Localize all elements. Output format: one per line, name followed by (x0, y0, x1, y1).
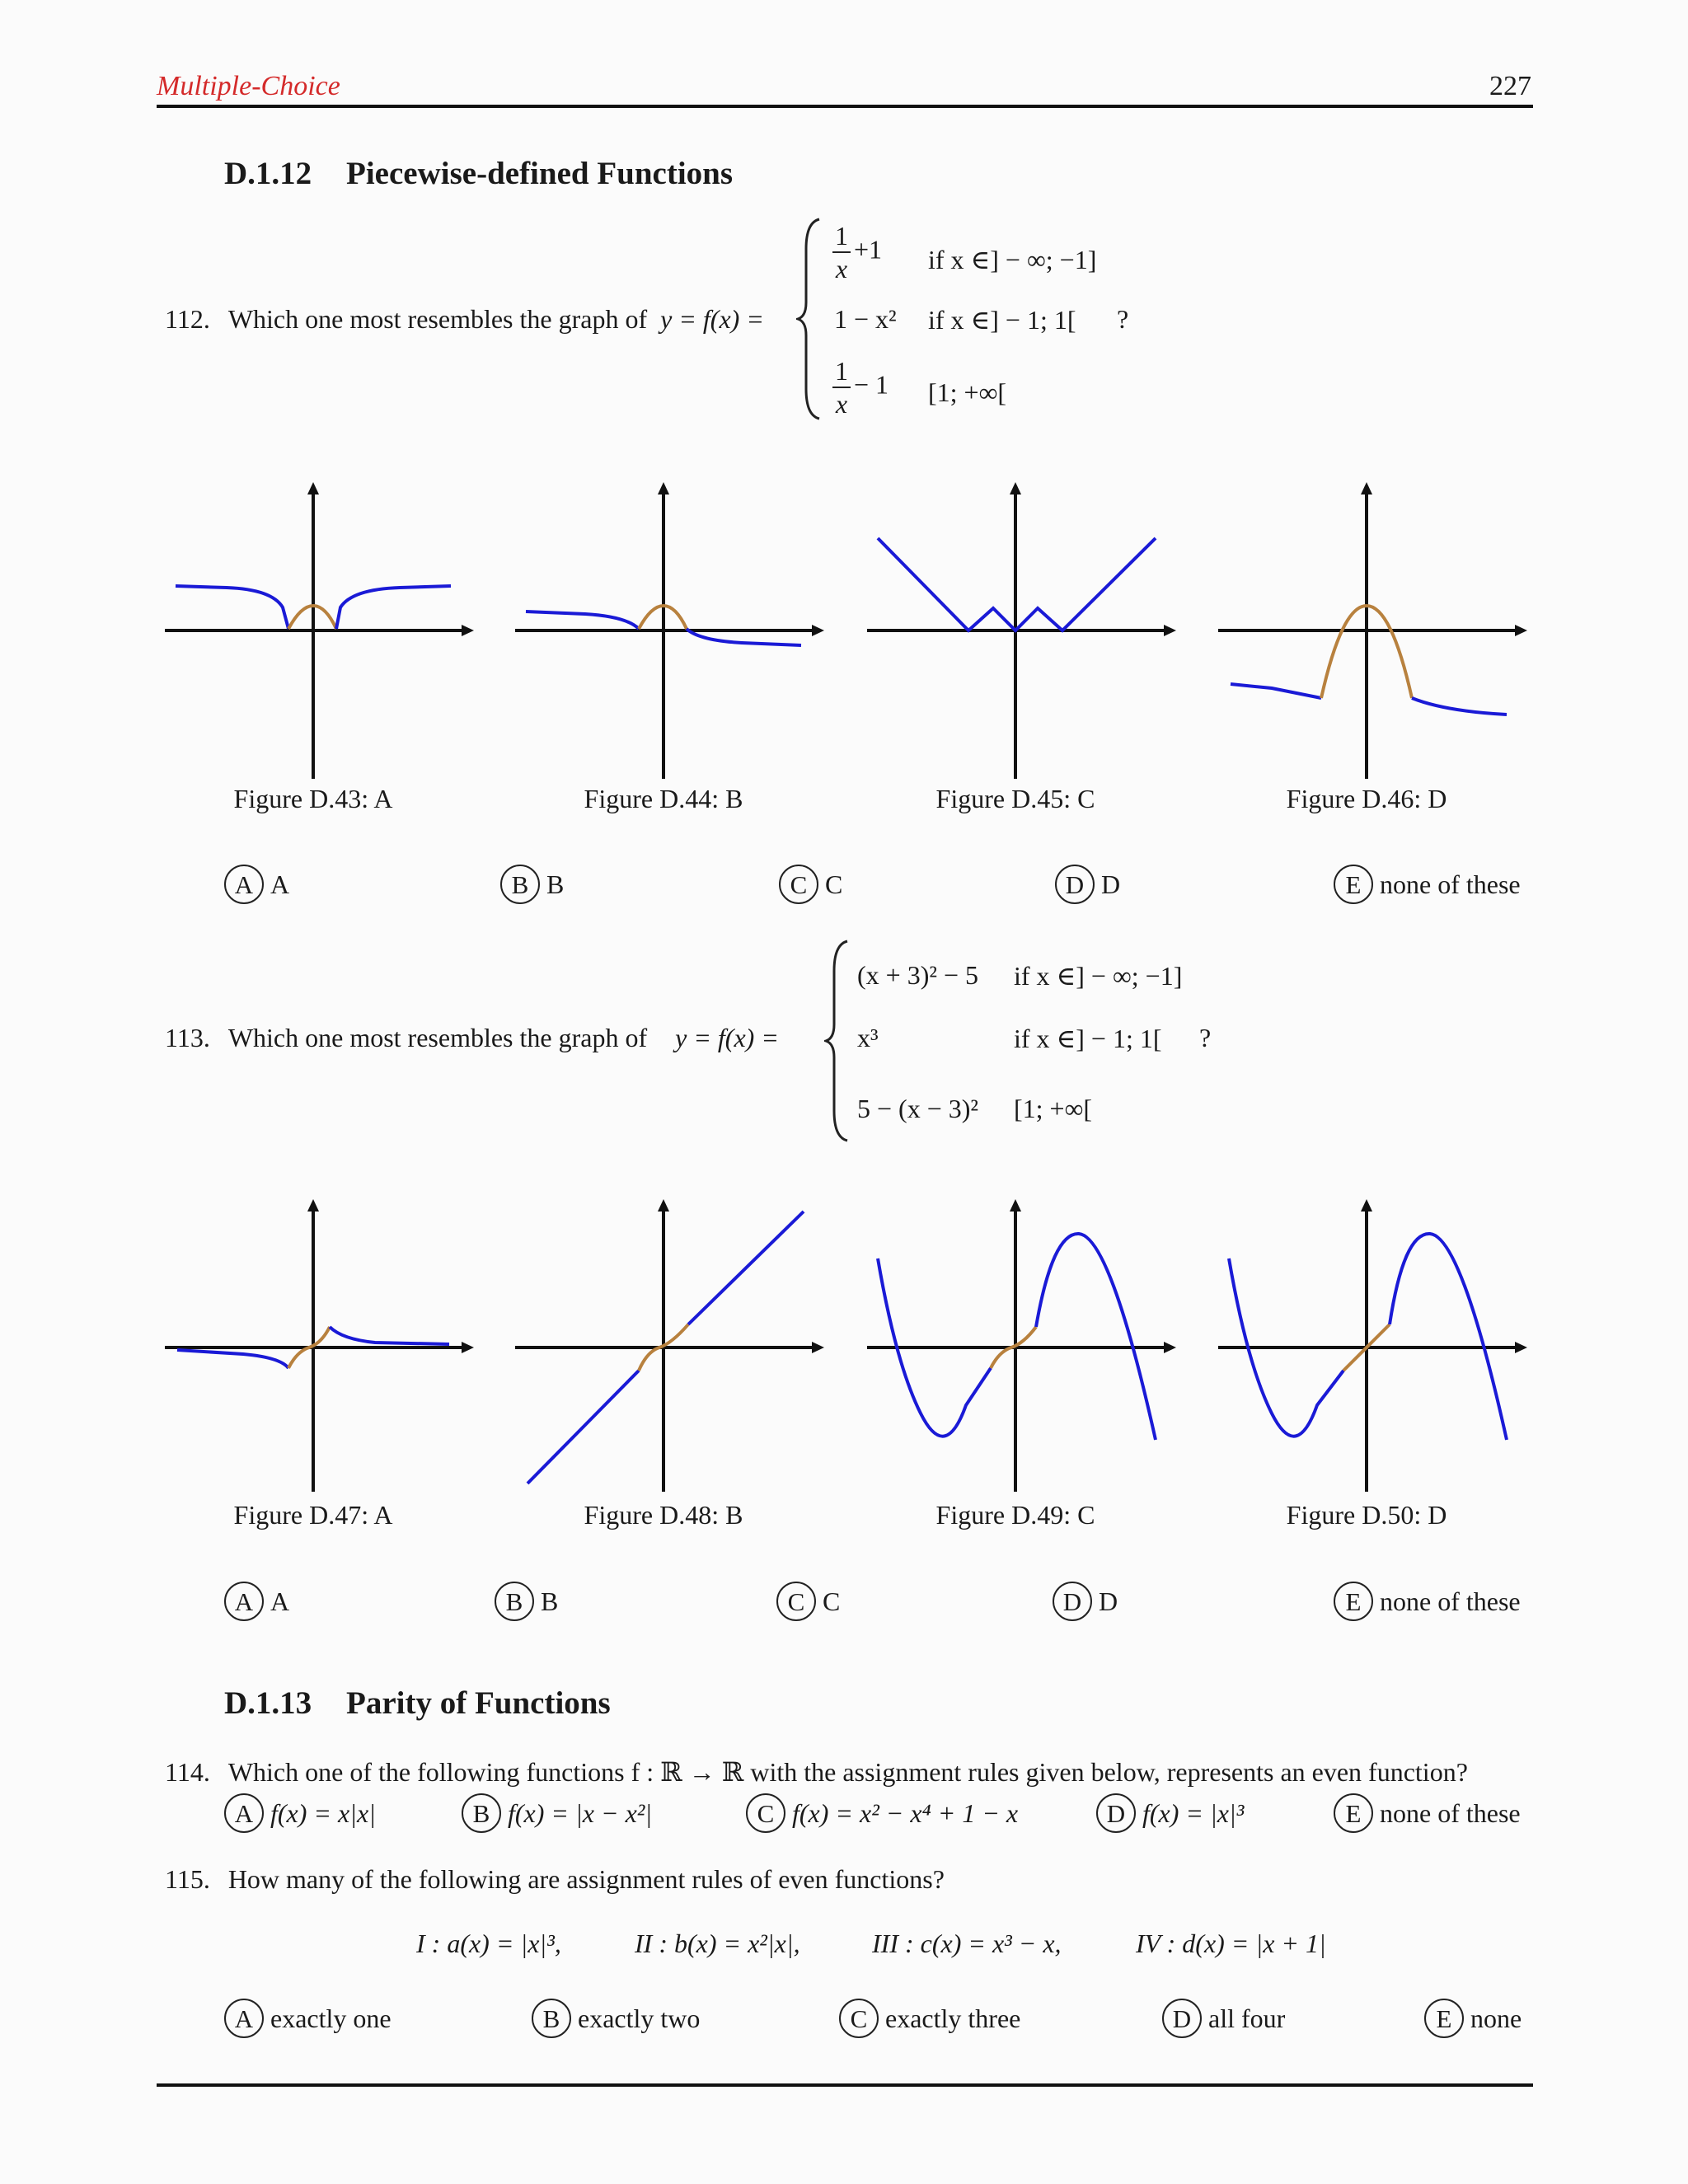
option-text: f(x) = |x − x²| (508, 1797, 653, 1828)
option-letter: A (224, 1793, 264, 1833)
q113-question-mark: ? (1199, 1023, 1212, 1052)
option-text: C (825, 869, 843, 899)
q112-case-3-expr (832, 358, 889, 417)
option-text: none (1470, 2003, 1522, 2033)
running-title: Multiple-Choice (157, 71, 340, 101)
q115-option-d[interactable] (1162, 1999, 1285, 2038)
q114-option-e[interactable] (1334, 1793, 1521, 1833)
y-axis-arrow (1361, 482, 1372, 494)
curve-right (1412, 698, 1507, 715)
option-letter: E (1424, 1999, 1464, 2038)
frac-num: 1 (832, 358, 851, 388)
option-text: A (270, 1586, 290, 1616)
figure-caption: Figure D.48: B (584, 1500, 743, 1530)
q114-stem (165, 1756, 1468, 1788)
figure-caption: Figure D.45: C (935, 784, 1095, 813)
option-text: exactly two (578, 2003, 701, 2033)
frac-den: x (835, 254, 848, 284)
q113-case-3-cond: [1; +∞[ (1014, 1094, 1093, 1123)
y-axis-arrow (658, 482, 669, 494)
option-letter: A (224, 1582, 264, 1621)
curve-left (177, 1350, 288, 1368)
option-letter: C (746, 1793, 785, 1833)
x-axis-arrow (812, 1342, 824, 1353)
figure-d45-graph (863, 482, 1176, 783)
option-text: D (1099, 1586, 1118, 1616)
option-letter: B (500, 865, 540, 904)
section-number: D.1.13 (224, 1685, 312, 1721)
q114-option-d[interactable] (1096, 1793, 1244, 1833)
function-label: y = f(x) = (660, 304, 764, 334)
y-axis-arrow (1010, 1199, 1021, 1212)
curve-right (1036, 1234, 1156, 1440)
y-axis-arrow (1361, 1199, 1372, 1212)
question-number: 115. (165, 1864, 210, 1894)
q115-option-c[interactable] (839, 1999, 1020, 2038)
y-axis-arrow (1010, 482, 1021, 494)
q113-case-2-cond: if x ∈] − 1; 1[ (1014, 1024, 1162, 1053)
curve-left (526, 612, 639, 629)
x-axis-arrow (1164, 625, 1176, 636)
option-text: D (1101, 869, 1121, 899)
option-text: exactly three (885, 2003, 1021, 2033)
figure-caption: Figure D.50: D (1286, 1500, 1447, 1530)
option-letter: D (1053, 1582, 1092, 1621)
option-letter: E (1334, 865, 1373, 904)
option-text: B (541, 1586, 559, 1616)
figure-d46-graph (1214, 482, 1527, 783)
y-axis-arrow (658, 1199, 669, 1212)
option-letter: D (1055, 865, 1095, 904)
q113-case-3-expr: 5 − (x − 3)² (857, 1094, 978, 1123)
section-number: D.1.12 (224, 156, 312, 191)
q112-left-brace (796, 216, 821, 422)
figure-d49-graph (863, 1199, 1176, 1496)
option-text: none of these (1380, 1586, 1521, 1616)
q113-case-2-expr: x³ (857, 1023, 879, 1052)
figure-caption: Figure D.49: C (935, 1500, 1095, 1530)
page-number: 227 (1489, 71, 1531, 101)
question-text: Which one most resembles the graph of (227, 1023, 648, 1052)
option-text: B (546, 869, 565, 899)
curve-left (528, 1371, 639, 1483)
question-number: 114. (165, 1757, 210, 1787)
y-axis-arrow (307, 1199, 319, 1212)
option-text: C (823, 1586, 841, 1616)
curve-right (336, 586, 451, 629)
x-axis-arrow (462, 1342, 474, 1353)
figure-d50-graph (1214, 1199, 1527, 1496)
section-title: Parity of Functions (346, 1685, 611, 1721)
q113-option-b[interactable] (495, 1582, 558, 1621)
q113-case-1-cond: if x ∈] − ∞; −1] (1014, 961, 1183, 991)
q112-case-2-expr: 1 − x² (834, 304, 897, 334)
figure-d47-graph (161, 1199, 474, 1496)
x-axis-arrow (1515, 625, 1527, 636)
option-letter: A (224, 1999, 264, 2038)
option-text: f(x) = |x|³ (1142, 1797, 1245, 1828)
figure-d44-graph (511, 482, 824, 783)
q112-case-1-cond: if x ∈] − ∞; −1] (928, 245, 1097, 274)
q114-option-a[interactable] (224, 1793, 376, 1833)
question-text: How many of the following are assignment rules of even functions? (227, 1864, 945, 1894)
option-letter: D (1162, 1999, 1202, 2038)
q113-option-c[interactable] (776, 1582, 840, 1621)
q112-option-d[interactable] (1055, 865, 1120, 904)
question-text: Which one of the following functions f : ℝ → ℝ with the assignment rules given below, represents an even function? (227, 1757, 1468, 1787)
option-letter: A (224, 865, 264, 904)
question-number: 113. (165, 1023, 210, 1052)
q113-option-a[interactable] (224, 1582, 289, 1621)
figure-caption: Figure D.46: D (1286, 784, 1447, 813)
q115-rule-ii: II : b(x) = x²|x|, (635, 1929, 800, 1958)
function-label: y = f(x) = (675, 1023, 779, 1052)
q115-option-b[interactable] (532, 1999, 700, 2038)
q112-case-1-expr (832, 223, 882, 282)
q113-stem (165, 1023, 779, 1053)
option-text: f(x) = x|x| (270, 1797, 376, 1828)
q112-option-c[interactable] (779, 865, 842, 904)
q112-option-e[interactable] (1334, 865, 1521, 904)
q113-option-e[interactable] (1334, 1582, 1521, 1621)
expr-tail: +1 (854, 234, 883, 265)
option-text: all four (1208, 2003, 1286, 2033)
q112-question-mark: ? (1117, 304, 1129, 334)
q115-rule-iii: III : c(x) = x³ − x, (872, 1929, 1062, 1958)
curve-right (1390, 1234, 1507, 1440)
q113-case-1-expr: (x + 3)² − 5 (857, 960, 978, 990)
q114-option-c[interactable] (746, 1793, 1018, 1833)
figure-caption: Figure D.43: A (233, 784, 393, 813)
q115-rule-iv: IV : d(x) = |x + 1| (1136, 1929, 1326, 1958)
figure-caption: Figure D.47: A (233, 1500, 393, 1530)
curve-left (1231, 684, 1321, 698)
option-text: f(x) = x² − x⁴ + 1 − x (792, 1797, 1019, 1828)
x-axis-arrow (1164, 1342, 1176, 1353)
option-text: A (270, 869, 290, 899)
option-letter: E (1334, 1793, 1373, 1833)
section-title: Piecewise-defined Functions (346, 156, 734, 191)
x-axis-arrow (1515, 1342, 1527, 1353)
q112-stem (165, 304, 764, 335)
figure-caption: Figure D.44: B (584, 784, 743, 813)
option-letter: C (839, 1999, 879, 2038)
q112-case-2-cond: if x ∈] − 1; 1[ (928, 305, 1076, 335)
option-text: exactly one (270, 2003, 392, 2033)
q112-case-3-cond: [1; +∞[ (928, 377, 1007, 407)
curve-left (176, 586, 288, 629)
curve-right (330, 1327, 449, 1344)
option-letter: B (495, 1582, 534, 1621)
q115-option-a[interactable] (224, 1999, 392, 2038)
question-number: 112. (165, 304, 210, 334)
curve-right (688, 1212, 804, 1324)
x-axis-arrow (812, 625, 824, 636)
frac-num: 1 (832, 223, 851, 253)
figure-d48-graph (511, 1199, 824, 1496)
expr-tail: − 1 (854, 369, 889, 400)
option-letter: E (1334, 1582, 1373, 1621)
section-heading-parity (224, 1685, 611, 1722)
q115-stem (165, 1864, 945, 1895)
q113-option-d[interactable] (1053, 1582, 1118, 1621)
section-heading-piecewise (224, 155, 733, 192)
q112-option-b[interactable] (500, 865, 564, 904)
x-axis-arrow (462, 625, 474, 636)
option-letter: B (462, 1793, 501, 1833)
q115-rule-i: I : a(x) = |x|³, (416, 1929, 561, 1958)
q115-option-e[interactable] (1424, 1999, 1522, 2038)
question-text: Which one most resembles the graph of (227, 304, 648, 334)
option-text: none of these (1380, 869, 1521, 899)
option-letter: C (776, 1582, 816, 1621)
option-letter: B (532, 1999, 571, 2038)
header-rule (157, 105, 1533, 108)
q112-option-a[interactable] (224, 865, 289, 904)
q113-left-brace (824, 938, 849, 1144)
footer-rule (157, 2083, 1533, 2087)
q114-option-b[interactable] (462, 1793, 652, 1833)
frac-den: x (835, 389, 848, 419)
option-letter: C (779, 865, 818, 904)
figure-d43-graph (161, 482, 474, 783)
y-axis-arrow (307, 482, 319, 494)
option-letter: D (1096, 1793, 1136, 1833)
option-text: none of these (1380, 1797, 1521, 1828)
